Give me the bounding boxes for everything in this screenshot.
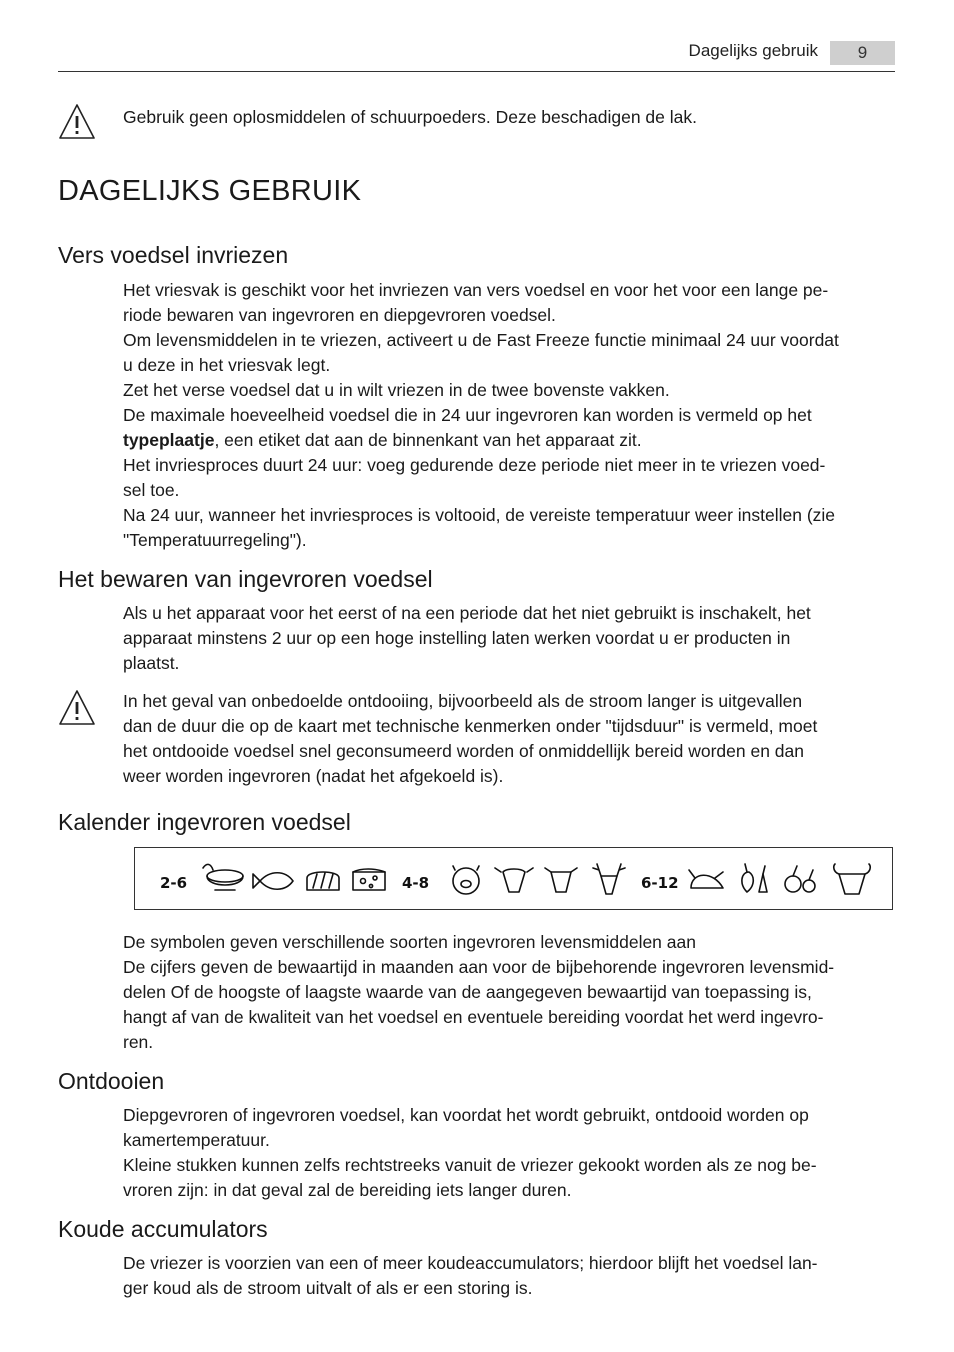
text-line: Kleine stukken kunnen zelfs rechtstreeks vanuit de vriezer gekookt worden als ze nog be-: [123, 1155, 817, 1175]
vegetables-icon: [742, 864, 767, 892]
text-line: Het invriesproces duurt 24 uur: voeg gedurende deze periode niet meer in te vriezen voed-: [123, 455, 826, 475]
text-fragment: , een etiket dat aan de binnenkant van het apparaat zit.: [214, 430, 642, 450]
text-line: De vriezer is voorzien van een of meer koudeaccumulators; hierdoor blijft het voedsel lan-: [123, 1253, 818, 1273]
text-line: kamertemperatuur.: [123, 1130, 270, 1150]
section-body-ontdooien: [123, 1103, 898, 1203]
text-line: delen Of de hoogste of laagste waarde van de aangegeven bewaartijd van toepassing is,: [123, 982, 812, 1002]
section-body-vers: [123, 278, 898, 553]
cow-icon: [834, 864, 870, 894]
text-line: apparaat minstens 2 uur op een hoge instelling laten werken voordat u er producten in: [123, 628, 791, 648]
text-line: vroren zijn: in dat geval zal de bereiding iets langer duren.: [123, 1180, 572, 1200]
text-line: u deze in het vriesvak legt.: [123, 355, 331, 375]
section-title-ontdooien: Ontdooien: [58, 1068, 165, 1094]
soup-pot-icon: [203, 864, 243, 890]
calendar-range-label: 2-6: [160, 874, 188, 892]
text-line: De maximale hoeveelheid voedsel die in 24 uur ingevroren kan worden is vermeld op het: [123, 405, 812, 425]
section-title-vers: Vers voedsel invriezen: [58, 242, 289, 268]
text-line: De symbolen geven verschillende soorten ingevroren levensmiddelen aan: [123, 932, 696, 952]
sheep-icon: [495, 868, 533, 892]
text-line: Zet het verse voedsel dat u in wilt vriezen in de twee bovenste vakken.: [123, 380, 670, 400]
text-line: [123, 428, 898, 453]
text-line: hangt af van de kwaliteit van het voedsel en eventuele bereiding voordat het werd ingevro-: [123, 1007, 824, 1027]
header-divider: [58, 71, 895, 72]
text-line: Na 24 uur, wanneer het invriesproces is voltooid, de vereiste temperatuur weer instellen (zie: [123, 505, 836, 525]
text-line: Het vriesvak is geschikt voor het invriezen van vers voedsel en voor het voor een lange pe-: [123, 280, 829, 300]
deer-icon: [593, 864, 625, 894]
text-line: De cijfers geven de bewaartijd in maanden aan voor de bijbehorende ingevroren levensmid-: [123, 957, 835, 977]
poultry-icon: [689, 870, 723, 888]
text-line: ren.: [123, 1032, 154, 1052]
text-line: Om levensmiddelen in te vriezen, activeert u de Fast Freeze functie minimaal 24 uur voordat: [123, 330, 839, 350]
bread-icon: [307, 872, 339, 890]
text-line: dan de duur die op de kaart met technische kenmerken onder "tijdsduur" is vermeld, moet: [123, 716, 818, 736]
calf-icon: [545, 868, 577, 892]
page-title: DAGELIJKS GEBRUIK: [58, 175, 362, 207]
section-body-kalender: [123, 930, 898, 1055]
text-line: Diepgevroren of ingevroren voedsel, kan voordat het wordt gebruikt, ontdooid worden op: [123, 1105, 809, 1125]
text-line: het ontdooide voedsel snel geconsumeerd worden of onmiddellijk bereid worden en dan: [123, 741, 805, 761]
pig-icon: [453, 866, 479, 894]
text-line: In het geval van onbedoelde ontdooiing, bijvoorbeeld als de stroom langer is uitgevallen: [123, 691, 803, 711]
text-line: ger koud als de stroom uitvalt of als er een storing is.: [123, 1278, 533, 1298]
section-title-kalender: Kalender ingevroren voedsel: [58, 809, 351, 835]
calendar-range-label: 4-8: [402, 874, 430, 892]
running-header: Dagelijks gebruik: [688, 41, 818, 60]
cheese-icon: [353, 869, 385, 890]
section-body-bewaren: [123, 601, 898, 676]
text-line: Als u het apparaat voor het eerst of na een periode dat het niet gebruikt is inschakelt, het: [123, 603, 811, 623]
fish-icon: [253, 873, 293, 890]
frozen-food-calendar: [134, 847, 893, 910]
warning-triangle-icon: [58, 103, 96, 141]
page-number: 9: [830, 41, 895, 65]
warning-triangle-icon: [58, 689, 96, 727]
calendar-range-label: 6-12: [641, 874, 679, 892]
text-line: riode bewaren van ingevroren en diepgevroren voedsel.: [123, 305, 556, 325]
text-line: weer worden ingevroren (nadat het afgekoeld is).: [123, 766, 504, 786]
text-line: "Temperatuurregeling").: [123, 530, 307, 550]
warning-text: Gebruik geen oplosmiddelen of schuurpoeders. Deze beschadigen de lak.: [123, 107, 697, 127]
section-title-koude: Koude accumulators: [58, 1216, 268, 1242]
section-title-bewaren: Het bewaren van ingevroren voedsel: [58, 566, 433, 592]
section-body-koude: [123, 1251, 898, 1301]
text-line: plaatst.: [123, 653, 180, 673]
text-line: sel toe.: [123, 480, 180, 500]
rating-plate-term: typeplaatje: [123, 430, 215, 450]
warning-defrost-text: [123, 689, 898, 789]
fruit-icon: [785, 866, 815, 892]
